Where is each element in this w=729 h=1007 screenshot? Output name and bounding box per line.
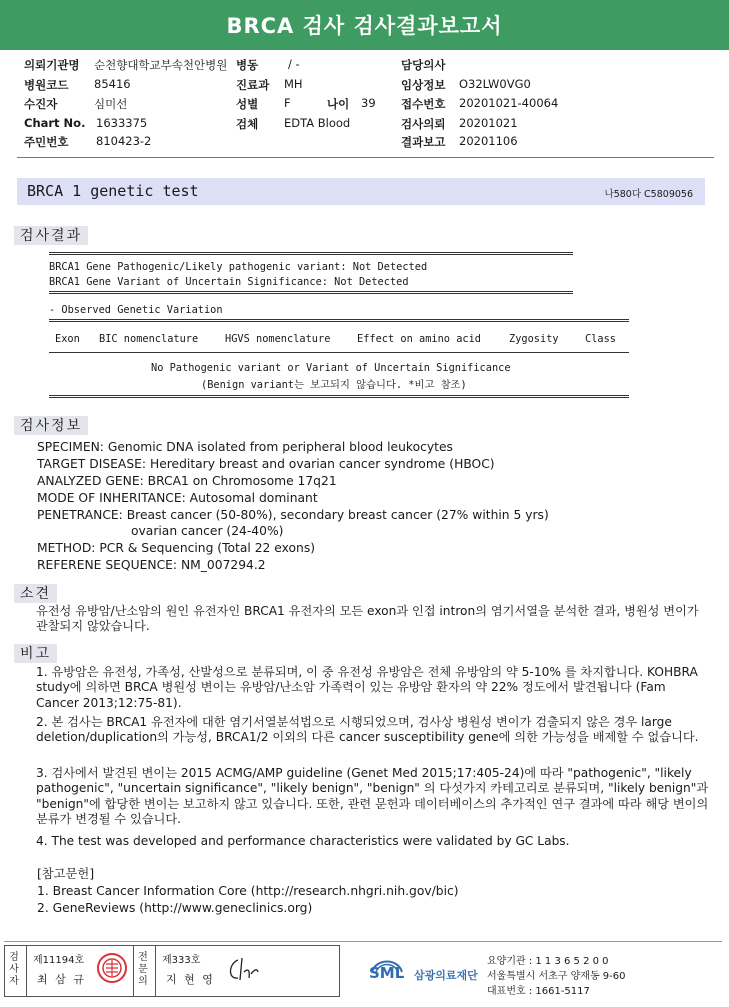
col-bic: BIC nomenclature xyxy=(99,333,199,345)
col-effect: Effect on amino acid xyxy=(357,333,481,345)
double-rule xyxy=(49,395,629,398)
org-name: 삼광의료재단 xyxy=(414,969,478,982)
tester-name: 최 삼 규 xyxy=(37,973,86,986)
double-rule xyxy=(49,291,573,294)
org-address: 서울특별시 서초구 양재동 9-60 xyxy=(487,971,626,982)
test-info-specimen: SPECIMEN: Genomic DNA isolated from peripheral blood leukocytes xyxy=(37,440,453,454)
section-note: 비고 xyxy=(14,644,57,663)
col-hgvs: HGVS nomenclature xyxy=(225,333,331,345)
col-exon: Exon xyxy=(55,333,80,345)
note-3: 3. 검사에서 발견된 변이는 2015 ACMG/AMP guideline (Genet Med 2015;17:405-24)에 따라 "pathogenic", "likely pathogenic", "uncertain significance", "likely benign", "benign" 의 다섯가지 카테고리로 분류되며, "likely benign"과 "benign"에 합당한 변이는 보고하지 않고 있습니다. 또한, 관련 문헌과 데이터베이스의 추가적인 연구 결과에 따라 해당 변이의 분류가 변경될 수 있습니다. xyxy=(36,766,709,826)
signature-icon xyxy=(224,954,260,984)
no-variant-line1: No Pathogenic variant or Variant of Uncertain Significance xyxy=(151,362,511,374)
specialist-label: 전문의 xyxy=(138,952,148,987)
observed-variation-label: - Observed Genetic Variation xyxy=(49,304,223,316)
pathogenic-result: BRCA1 Gene Pathogenic/Likely pathogenic variant: Not Detected xyxy=(49,261,428,273)
test-code: 나580다 C5809056 xyxy=(604,189,693,200)
report-title: BRCA 검사 검사결과보고서 xyxy=(0,0,729,50)
test-info-penetrance: PENETRANCE: Breast cancer (50-80%), secondary breast cancer (27% within 5 yrs) xyxy=(37,508,549,522)
divider xyxy=(17,157,714,158)
sml-logo: SML xyxy=(369,964,405,982)
test-info-disease: TARGET DISEASE: Hereditary breast and ovarian cancer syndrome (HBOC) xyxy=(37,457,495,471)
test-info-reference: REFERENE SEQUENCE: NM_007294.2 xyxy=(37,558,266,572)
reference-1: 1. Breast Cancer Information Core (http://research.nhgri.nih.gov/bic) xyxy=(37,884,459,898)
specialist-number: 제333호 xyxy=(162,955,201,966)
test-name-bar xyxy=(17,178,705,205)
col-class: Class xyxy=(585,333,616,345)
test-info-method: METHOD: PCR & Sequencing (Total 22 exons) xyxy=(37,541,316,555)
tester-label: 검사자 xyxy=(9,952,19,987)
vus-result: BRCA1 Gene Variant of Uncertain Significance: Not Detected xyxy=(49,276,409,288)
test-info-penetrance-cont: ovarian cancer (24-40%) xyxy=(131,524,284,538)
section-result: 검사결과 xyxy=(14,226,88,245)
finding-text: 유전성 유방암/난소암의 원인 유전자인 BRCA1 유전자의 모든 exon과 인접 intron의 염기서열을 분석한 결과, 병원성 변이가 관찰되지 않았습니다. xyxy=(36,604,699,634)
single-rule xyxy=(49,352,629,353)
tester-number: 제11194호 xyxy=(33,955,85,966)
section-finding: 소견 xyxy=(14,584,57,603)
org-phone: 대표번호 : 1661-5117 xyxy=(487,986,590,997)
test-name: BRCA 1 genetic test xyxy=(27,182,199,200)
org-code: 요양기관 : 1 1 3 6 5 2 0 0 xyxy=(487,956,609,967)
test-info-gene: ANALYZED GENE: BRCA1 on Chromosome 17q21 xyxy=(37,474,337,488)
note-2: 2. 본 검사는 BRCA1 유전자에 대한 염기서열분석법으로 시행되었으며, 검사상 병원성 변이가 검출되지 않은 경우 large deletion/duplication의 가능성, BRCA1/2 이외의 다른 cancer susceptibility gene에 의한 가능성을 배제할 수 없습니다. xyxy=(36,715,699,745)
note-4: 4. The test was developed and performance characteristics were validated by GC Labs. xyxy=(36,834,570,848)
references-title: [참고문헌] xyxy=(37,867,95,881)
section-test-info: 검사정보 xyxy=(14,416,88,435)
note-1: 1. 유방암은 유전성, 가족성, 산발성으로 분류되며, 이 중 유전성 유방암은 전체 유방암의 약 5-10% 를 차지합니다. KOHBRA study에 의하면 BRCA 병원성 변이는 유방암/난소암 가족력이 있는 유방암 환자의 약 22% 정도에서 발견됩니다 (Fam Cancer 2013;12:75-81). xyxy=(36,665,698,710)
double-rule xyxy=(49,319,629,322)
specialist-name: 지 현 영 xyxy=(166,973,215,986)
double-rule xyxy=(49,252,573,255)
reference-2: 2. GeneReviews (http://www.geneclinics.org) xyxy=(37,901,313,915)
test-info-inheritance: MODE OF INHERITANCE: Autosomal dominant xyxy=(37,491,318,505)
seal-stamp-icon xyxy=(96,952,128,984)
footer xyxy=(4,941,722,999)
no-variant-line2: (Benign variant는 보고되지 않습니다. *비고 참조) xyxy=(201,379,467,391)
col-zygosity: Zygosity xyxy=(509,333,559,345)
